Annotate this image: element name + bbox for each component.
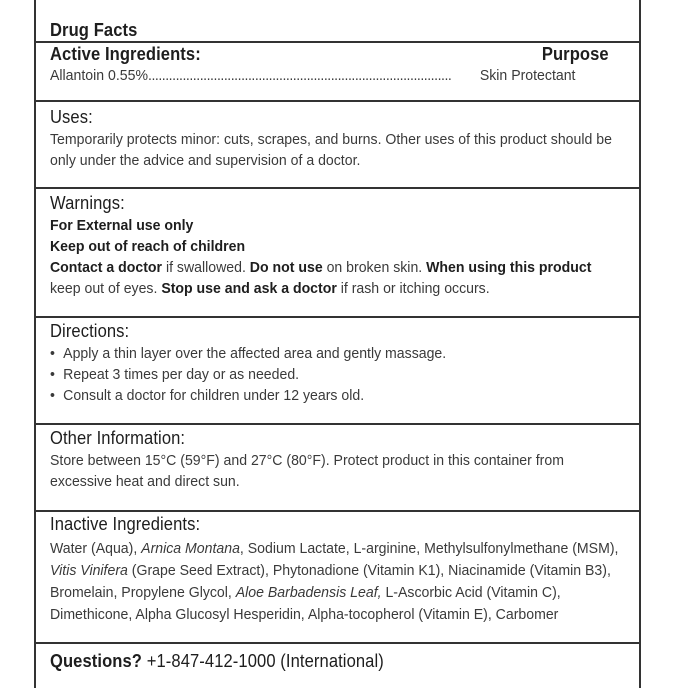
inactive-text: Water (Aqua),	[50, 540, 142, 557]
direction-item	[50, 343, 446, 364]
inactive-line	[50, 560, 633, 581]
active-ingredients-heading: Active Ingredients:	[50, 44, 201, 64]
warning-keep-out: Keep out of reach of children	[50, 238, 246, 255]
bullet-icon: •	[50, 366, 55, 383]
inactive-line: Dimethicone, Alpha Glucosyl Hesperidin, Alpha-tocopherol (Vitamin E), Carbomer	[50, 606, 559, 623]
warning-contact: Contact a doctor	[50, 259, 163, 276]
inactive-text-italic: Vitis Vinifera	[50, 562, 128, 579]
direction-text: Repeat 3 times per day or as needed.	[63, 366, 300, 383]
drug-facts-panel	[34, 0, 641, 688]
other-information-line: excessive heat and direct sun.	[50, 473, 240, 490]
warning-stop-use: Stop use and ask a doctor	[161, 280, 337, 297]
uses-line: only under the advice and supervision of a doctor.	[50, 152, 361, 169]
divider	[36, 510, 639, 512]
questions-phone: +1-847-412-1000 (International)	[146, 651, 384, 671]
divider	[36, 423, 639, 425]
inactive-line	[50, 582, 633, 603]
divider	[36, 187, 639, 189]
warning-text: keep out of eyes.	[50, 280, 162, 297]
other-information-heading: Other Information:	[50, 428, 186, 448]
warning-external: For External use only	[50, 217, 194, 234]
direction-item	[50, 385, 364, 406]
inactive-text-italic: Aloe Barbadensis Leaf,	[235, 584, 382, 601]
purpose-heading: Purpose	[542, 44, 609, 64]
dot-leader: ........................................................................................	[147, 67, 452, 84]
warning-line	[50, 278, 633, 299]
warning-text: on broken skin.	[322, 259, 427, 276]
divider	[36, 41, 639, 43]
warning-line	[50, 257, 633, 278]
direction-text: Apply a thin layer over the affected area and gently massage.	[63, 345, 447, 362]
active-ingredient-name: Allantoin 0.55%	[50, 67, 148, 84]
uses-heading: Uses:	[50, 107, 93, 127]
uses-line: Temporarily protects minor: cuts, scrapes, and burns. Other uses of this product should be	[50, 131, 612, 148]
questions-row	[50, 651, 384, 672]
inactive-text: (Grape Seed Extract), Phytonadione (Vitamin K1), Niacinamide (Vitamin B3),	[127, 562, 611, 579]
questions-label: Questions?	[50, 651, 143, 671]
warning-when-using: When using this product	[426, 259, 592, 276]
direction-item	[50, 364, 299, 385]
inactive-text: , Sodium Lactate, L-arginine, Methylsulfonylmethane (MSM),	[239, 540, 619, 557]
other-information-line: Store between 15°C (59°F) and 27°C (80°F). Protect product in this container from	[50, 452, 564, 469]
warning-text: if rash or itching occurs.	[336, 280, 490, 297]
warning-do-not-use: Do not use	[249, 259, 323, 276]
directions-heading: Directions:	[50, 321, 130, 341]
drug-facts-title: Drug Facts	[50, 20, 138, 40]
inactive-text-italic: Arnica Montana	[141, 540, 240, 557]
bullet-icon: •	[50, 387, 55, 404]
divider	[36, 642, 639, 644]
active-ingredient-row	[50, 65, 575, 86]
bullet-icon: •	[50, 345, 55, 362]
warning-text: if swallowed.	[162, 259, 250, 276]
active-ingredient-purpose: Skin Protectant	[479, 67, 576, 84]
direction-text: Consult a doctor for children under 12 years old.	[63, 387, 365, 404]
divider	[36, 100, 639, 102]
divider	[36, 316, 639, 318]
inactive-text: Bromelain, Propylene Glycol,	[50, 584, 236, 601]
inactive-ingredients-heading: Inactive Ingredients:	[50, 514, 201, 534]
inactive-text: L-Ascorbic Acid (Vitamin C),	[381, 584, 561, 601]
warnings-heading: Warnings:	[50, 193, 125, 213]
inactive-line	[50, 538, 633, 559]
